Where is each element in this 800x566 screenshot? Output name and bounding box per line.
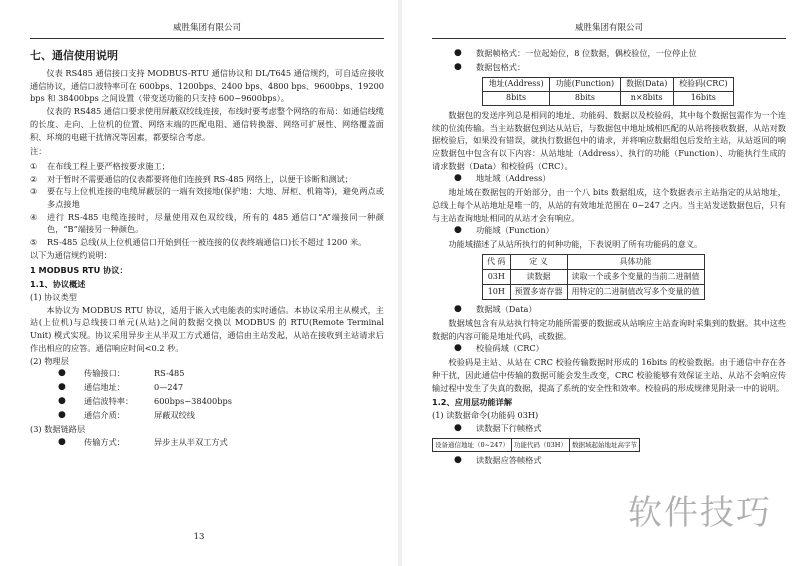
header-rule <box>30 38 384 39</box>
table-header-cell: 地址(Address) <box>483 77 550 91</box>
table-cell: 设备通信地址（0~247） <box>433 438 512 451</box>
bullet-icon: ● <box>58 436 66 447</box>
table-cell: 8bits <box>483 91 550 105</box>
subheading-protocol-type: (1) 协议类型 <box>30 292 77 302</box>
right-page <box>402 0 800 566</box>
bullet-item <box>432 172 786 186</box>
note-number: ⑤ <box>30 237 38 248</box>
heading-overview: 1.1、协议概述 <box>30 279 86 290</box>
note-label: 注： <box>30 146 47 157</box>
link-item <box>30 436 384 450</box>
table-cell: 16bits <box>673 91 733 105</box>
paragraph: 数据包的发送序列总是相同的地址、功能码、数据以及校验码，其中每个数据包需作为一个连续的位流传输。当主站数据包到达从站后，与数据包中地址域相匹配的从站将接收数据，从站对数据校验后，如果没有错误，就执行数据包中的请求，并将响应数据组包后发给主站，从站返回的响应数据包中包含有以下内容：从站地址（Address）、执行的功能（Function）、功能执行生成的请求数据（Data）和校验码（CRC）。 <box>432 109 786 171</box>
paragraph: 功能域描述了从站所执行的何种功能，下表说明了所有功能码的意义。 <box>448 239 703 250</box>
table-cell: 用特定的二进制值改写多个变量的值 <box>567 285 704 300</box>
item-value: 600bps~38400bps <box>154 396 232 407</box>
note-text: 要在与上位机连接的电缆屏蔽层的一端有效接地(保护地：大地、屏柜、机箱等)，避免两点或多点接地 <box>47 186 384 210</box>
table-header-cell: 校验码(CRC) <box>673 77 733 91</box>
left-page <box>0 0 398 566</box>
bullet-item <box>432 342 786 356</box>
note-text: 进行 RS-485 电缆连接时，尽量使用双色双绞线，所有的 485 通信口“A”端接同一种颜色，“B”端接另一种颜色。 <box>47 211 384 235</box>
table-header-cell: 代 码 <box>483 255 511 270</box>
physical-item <box>30 367 384 381</box>
table-cell: n×8bits <box>620 91 673 105</box>
page-header: 威胜集团有限公司 <box>574 23 643 33</box>
table-header-cell: 数据(Data) <box>620 77 673 91</box>
bullet-icon: ● <box>454 225 462 236</box>
subheading-data-link-layer: (3) 数据链路层 <box>30 423 86 434</box>
item-key: 传输方式： <box>84 436 125 447</box>
bullet-item <box>432 454 786 468</box>
bullet-icon: ● <box>454 48 462 58</box>
table-cell: 读取一个或多个变量的当前二进制值 <box>567 270 704 285</box>
note-item <box>30 236 384 249</box>
note-number: ① <box>30 160 38 171</box>
bullet-icon: ● <box>454 422 462 433</box>
table-header-cell: 功能(Function) <box>550 77 621 91</box>
paragraph: 本协议为 MODBUS RTU 协议，适用于嵌入式电能表的实时通信。本协议采用主从模式，主站(上位机)与总线接口单元(从站)之间的数据交换以 MODBUS 的 RTU(Remote Terminal Unit) 模式实现。协议采用异步主从半双工方式通信，通信由主站发起，从站在接收到主站请求后作出相应的应答。通信响应时间<0.2 秒。 <box>30 304 384 353</box>
note-text: 对于暂时不需要通信的仪表都要将他们连接到 RS-485 网络上，以便于诊断和测试； <box>47 173 353 184</box>
packet-format-table <box>482 77 734 106</box>
watermark: 软件技巧 <box>628 493 772 534</box>
item-key: 传输接口： <box>84 368 125 379</box>
intro-text: 以下为通信规约说明： <box>30 249 112 260</box>
note-text: RS-485 总线(从上位机通信口开始到任一被连接的仪表终端通信口)长不超过 1200 米。 <box>47 237 367 248</box>
table-cell: 8bits <box>550 91 621 105</box>
down-frame-title: 读数据下行帧格式 <box>476 422 542 433</box>
bullet-item <box>432 61 786 75</box>
physical-item <box>30 381 384 395</box>
subheading-read-command: (1) 读数据命令(功能码 03H) <box>432 410 539 421</box>
bullet-icon: ● <box>454 343 462 354</box>
item-key: 通信地址： <box>84 382 125 393</box>
address-field-title: 地址域（Address） <box>476 173 551 184</box>
note-item <box>30 185 384 210</box>
bullet-icon: ● <box>454 304 462 315</box>
bullet-icon: ● <box>58 410 66 421</box>
note-item <box>30 173 384 186</box>
paragraph: 仪表 RS485 通信接口支持 MODBUS-RTU 通信协议和 DL/T645 通信规约，可自适应接收通信协议，通信口波特率可在 600bps、1200bps、2400 bps、4800 bps、9600bps、19200 bps 和 38400bps 之间设置（带变送功能的只支持 600~9600bps）。 <box>30 68 384 104</box>
item-value: RS-485 <box>154 368 185 379</box>
header-rule <box>432 38 786 39</box>
bullet-icon: ● <box>454 61 462 72</box>
function-field-title: 功能域（Function） <box>476 225 554 236</box>
heading-modbus: 1 MODBUS RTU 协议： <box>30 264 128 275</box>
function-code-table <box>482 254 705 300</box>
item-value: 0—247 <box>154 382 184 393</box>
paragraph: 仪表的 RS485 通信口要求使用屏蔽双绞线连接，布线时要考虑整个网络的布局：如通信线缆的长度、走向、上位机的位置、网络末端的匹配电阻、通信转换器、网络可扩展性、网络覆盖面积、环境的电磁干扰情况等因素，都要综合考虑。 <box>30 106 384 142</box>
bullet-icon: ● <box>58 396 66 407</box>
crc-field-title: 校验码域（CRC） <box>476 343 544 354</box>
bullet-icon: ● <box>58 382 66 393</box>
table-cell: 预置多寄存器 <box>510 285 567 300</box>
note-number: ② <box>30 173 38 184</box>
bullet-item <box>432 47 786 61</box>
bullet-icon: ● <box>454 173 462 184</box>
note-item <box>30 160 384 173</box>
physical-item <box>30 409 384 423</box>
heading-application-layer: 1.2、应用层功能详解 <box>432 397 513 408</box>
paragraph: 数据域包含有从站执行特定功能所需要的数据或从站响应主站查询时采集到的数据。其中这些数据的内容可能是地址代码，或数据。 <box>432 318 786 341</box>
table-cell: 读数据 <box>510 270 567 285</box>
item-key: 通信波特率： <box>84 396 134 407</box>
table-cell: 功能代码（03H） <box>512 438 570 451</box>
table-cell: 10H <box>483 285 511 300</box>
bullet-item <box>432 303 786 317</box>
table-header-cell: 具体功能 <box>567 255 704 270</box>
packet-format-text: 数据包格式： <box>476 61 526 72</box>
bullet-icon: ● <box>58 368 66 379</box>
paragraph: 校验码是主站、从站在 CRC 校验传输数据时形成的 16bits 的校验数据。由于通信中存在各种干扰，因此通信中传输的数据可能会发生改变，CRC 校验能够有效保证主站、从站不会响应传输过程中发生了失真的数据，提高了系统的安全性和效率。校验码的形成规律见附录一中的说明。 <box>432 357 786 393</box>
item-key: 通信介质： <box>84 410 125 421</box>
note-number: ③ <box>30 186 38 197</box>
item-value: 屏蔽双绞线 <box>154 410 195 421</box>
section-title: 七、通信使用说明 <box>30 49 118 62</box>
frame-format-text: 数据帧格式：一位起始位，8 位数据，偶校验位，一位停止位 <box>476 48 697 58</box>
data-field-title: 数据域（Data） <box>476 304 537 315</box>
page-number: 13 <box>193 531 205 542</box>
read-request-table <box>432 438 640 452</box>
item-value: 异步主从半双工方式 <box>154 436 228 447</box>
bullet-icon: ● <box>454 454 462 465</box>
note-number: ④ <box>30 211 38 222</box>
note-text: 在布线工程上要严格按要求施工； <box>47 160 170 171</box>
table-cell: 03H <box>483 270 511 285</box>
note-item <box>30 211 384 236</box>
table-cell: 数据域起始地址高字节 <box>569 438 639 451</box>
physical-item <box>30 395 384 409</box>
subheading-physical-layer: (2) 物理层 <box>30 355 69 366</box>
up-frame-title: 读数据应答帧格式 <box>476 454 542 465</box>
table-header-cell: 定 义 <box>510 255 567 270</box>
bullet-item <box>432 224 786 238</box>
bullet-item <box>432 422 786 436</box>
page-header: 威胜集团有限公司 <box>172 23 241 33</box>
paragraph: 地址域在数据包的开始部分，由一个八 bits 数据组成，这个数据表示主站指定的从站地址，总线上每个从站地址是唯一的，从站的有效地址范围在 0~247 之内。当主站发送数据包后，只有与主站查询地址相同的从站才会有响应。 <box>432 187 786 223</box>
